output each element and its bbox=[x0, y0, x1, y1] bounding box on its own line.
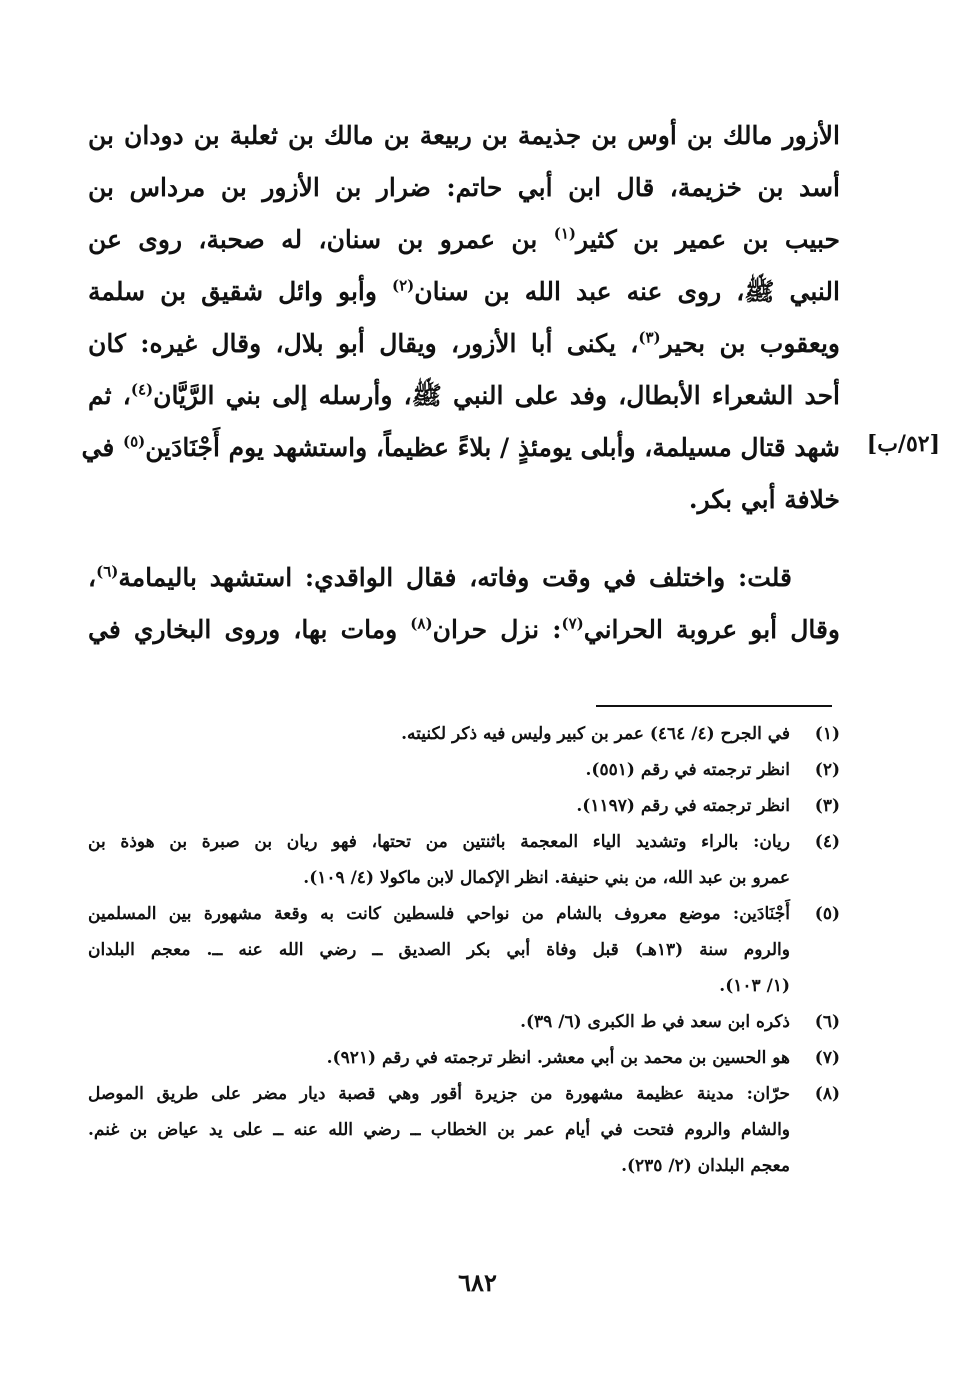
text-line bbox=[88, 552, 840, 604]
text-line bbox=[88, 214, 840, 266]
text-span: قلت: واختلف في وقت وفاته، فقال الواقدي: استشهد باليمامة bbox=[118, 563, 792, 592]
footnote-line: معجم البلدان (٢/ ٢٣٥). bbox=[621, 1156, 790, 1176]
footnote-item bbox=[88, 716, 840, 752]
text-span: وقال أبو عروبة الحراني bbox=[583, 615, 840, 644]
text-span: شهد قتال مسيلمة، وأبلى يومئذٍ / بلاءً عظيماً، واستشهد يوم أَجْنَادَين bbox=[145, 433, 840, 462]
text-span: ويعقوب بن بحير bbox=[660, 329, 840, 358]
footnote-line: (١/ ١٠٣). bbox=[719, 976, 790, 996]
footnote-text bbox=[88, 1004, 790, 1040]
text-span: خلافة أبي بكر. bbox=[688, 485, 840, 514]
text-span: ، ثم bbox=[88, 381, 131, 410]
footnote-text bbox=[88, 1076, 790, 1184]
footnote-line: أَجْنَادَين: موضع معروف بالشام من نواحي فلسطين كانت به وقعة مشهورة بين المسلمين bbox=[88, 904, 790, 924]
footnote-text bbox=[88, 896, 790, 1004]
footnote-line: انظر ترجمته في رقم (١١٩٧). bbox=[576, 796, 790, 816]
text-span: ، يكنى أبا الأزور، ويقال أبو بلال، وقال غيره: كان bbox=[88, 329, 639, 358]
footnote-line: ذكره ابن سعد في ط الكبرى (٦/ ٣٩). bbox=[520, 1012, 790, 1032]
footnote-number: (٢) bbox=[814, 760, 840, 780]
footnote-line: والشام والروم فتحت في أيام عمر بن الخطاب ــ رضي الله عنه ــ على يد عياض بن غنم. bbox=[88, 1120, 790, 1140]
text-line bbox=[88, 162, 840, 214]
text-line bbox=[88, 370, 840, 422]
text-line bbox=[88, 110, 840, 162]
footnote-ref[interactable]: (٥) bbox=[122, 432, 146, 451]
footnote-line: انظر ترجمته في رقم (٥٥١). bbox=[585, 760, 790, 780]
footnote-item bbox=[88, 1076, 840, 1184]
text-span: بن عمرو بن سنان، له صحبة، روى عن bbox=[88, 225, 554, 254]
footnote-item bbox=[88, 824, 840, 896]
text-span: في bbox=[81, 433, 123, 462]
footnote-ref[interactable]: (٧) bbox=[561, 614, 584, 633]
footnote-line: في الجرح (٤/ ٤٦٤) عمر بن كبير وليس فيه ذكر لكنيته. bbox=[401, 724, 790, 744]
footnotes bbox=[88, 716, 840, 1184]
footnote-number: (٨) bbox=[814, 1084, 840, 1104]
footnote-line: حرّان: مدينة عظيمة مشهورة من جزيرة أقور وهي قصبة ديار مضر على طريق الموصل bbox=[88, 1084, 790, 1104]
footnote-number: (١) bbox=[814, 724, 840, 744]
footnote-text bbox=[88, 752, 790, 788]
text-span: النبي ﷺ، روى عنه عبد الله بن سنان bbox=[414, 277, 840, 306]
text-line bbox=[88, 318, 840, 370]
text-span: ومات بها، وروى البخاري في bbox=[88, 615, 411, 644]
footnote-ref[interactable]: (٣) bbox=[638, 328, 661, 347]
footnote-line: والروم سنة (١٣هـ) قبل وفاة أبي بكر الصديق ــ رضي الله عنه ــ. معجم البلدان bbox=[88, 940, 790, 960]
footnote-ref[interactable]: (٨) bbox=[410, 614, 433, 633]
text-span: أحد الشعراء الأبطال، وفد على النبي ﷺ، وأرسله إلى بني الرَّيَّان bbox=[153, 381, 840, 410]
text-line bbox=[88, 604, 840, 656]
footnote-line: هو الحسين بن محمد بن أبي معشر. انظر ترجمته في رقم (٩٢١). bbox=[326, 1048, 790, 1068]
footnote-number: (٦) bbox=[814, 1012, 840, 1032]
page-number: ٦٨٢ bbox=[458, 1268, 497, 1297]
footnote-divider bbox=[596, 705, 832, 707]
footnote-ref[interactable]: (٤) bbox=[130, 380, 154, 399]
footnote-item bbox=[88, 896, 840, 1004]
footnote-ref[interactable]: (١) bbox=[553, 224, 576, 243]
footnote-line: عمرو بن عبد الله، من بني حنيفة. انظر الإكمال لابن ماكولا (٤/ ١٠٩). bbox=[303, 868, 790, 888]
margin-folio-note: [٥٢/ب] bbox=[866, 431, 940, 457]
text-span: حبيب بن عمير بن كثير bbox=[576, 225, 841, 254]
footnote-text bbox=[88, 788, 790, 824]
footnote-item bbox=[88, 1004, 840, 1040]
footnote-item bbox=[88, 752, 840, 788]
main-text bbox=[81, 110, 841, 656]
text-line bbox=[81, 422, 840, 474]
paragraph-gap bbox=[88, 526, 840, 552]
text-span: ، bbox=[88, 563, 97, 592]
footnote-ref[interactable]: (٦) bbox=[96, 562, 119, 581]
text-line bbox=[88, 474, 840, 526]
footnote-number: (٤) bbox=[814, 832, 840, 852]
footnote-ref[interactable]: (٢) bbox=[391, 276, 415, 295]
footnote-number: (٥) bbox=[814, 904, 840, 924]
text-span: : نزل حران bbox=[432, 615, 562, 644]
footnote-item bbox=[88, 788, 840, 824]
text-span: الأزور مالك بن أوس بن جذيمة بن ربيعة بن مالك بن ثعلبة بن دودان بن bbox=[88, 121, 840, 150]
text-span: أسد بن خزيمة، قال ابن أبي حاتم: ضرار بن الأزور بن مرداس بن bbox=[88, 173, 840, 202]
text-line bbox=[88, 266, 840, 318]
text-span: وأبو وائل شقيق بن سلمة bbox=[88, 277, 392, 306]
footnote-line: ريان: بالراء وتشديد الياء المعجمة باثنتين من تحتها، فهو ريان بن صبرة بن هوذة بن bbox=[88, 832, 790, 852]
footnote-item bbox=[88, 1040, 840, 1076]
footnote-text bbox=[88, 1040, 790, 1076]
footnote-text bbox=[88, 716, 790, 752]
footnote-number: (٧) bbox=[814, 1048, 840, 1068]
footnote-number: (٣) bbox=[814, 796, 840, 816]
footnote-text bbox=[88, 824, 790, 896]
